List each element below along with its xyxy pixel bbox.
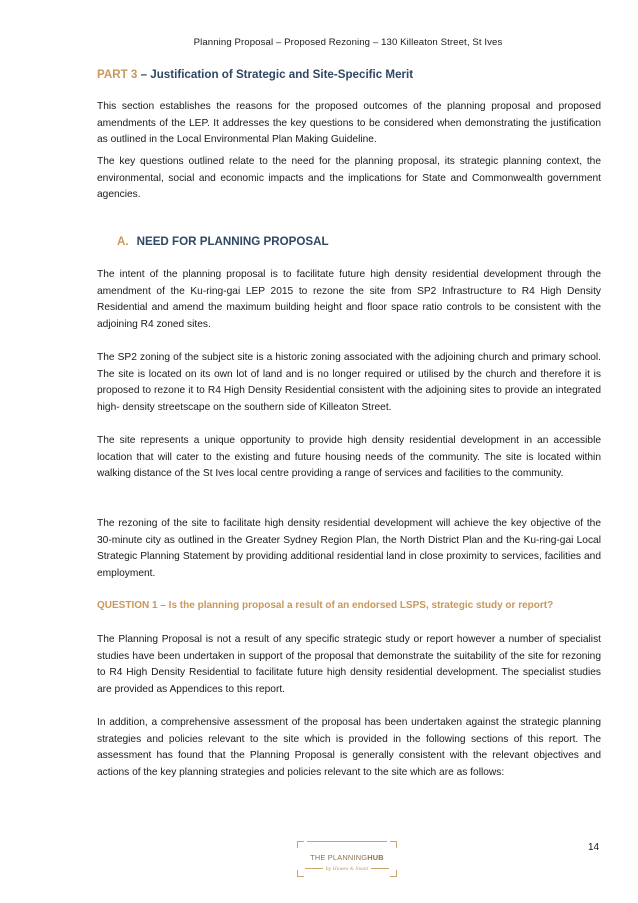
question-1-paragraph-2: In addition, a comprehensive assessment of the proposal has been undertaken against the strategic planning strategies and policies relevant to the site which is provided in the following sections of this report. The assessment has found that the Planning Proposal is generally consistent with the relevant objectives and actions of the key planning strategies and policies relevant to the site which are as follows: (97, 717, 601, 779)
logo-text-the-planning: THE PLANNING (310, 853, 368, 862)
need-paragraph-2: The SP2 zoning of the subject site is a historic zoning associated with the adjoining church and primary school. The site is located on its own lot of land and is no longer required or utilised by the church and therefore it is proposed to rezone it to R4 High Density Residential consistent with the adjoining sites to provide an integrated high- density streetscape on the southern side of Killeaton Street. (97, 352, 601, 414)
page-number: 14 (588, 842, 600, 853)
need-paragraph-1: The intent of the planning proposal is to facilitate future high density residential development through the amendment of the Ku-ring-gai LEP 2015 to rezone the site from SP2 Infrastructure to R4 High Density Residential and amend the maximum building height and floor space ratio controls to be consistent with the adjoining R4 zoned sites. (97, 269, 601, 331)
question-1-heading: QUESTION 1 – Is the planning proposal a result of an endorsed LSPS, strategic study or report? (97, 600, 554, 611)
need-paragraph-4: The rezoning of the site to facilitate high density residential development will achieve the key objective of the 30-minute city as outlined in the Greater Sydney Region Plan, the North District Plan and the Ku-ring-gai Local Strategic Planning Statement by providing additional residential land in close proximity to services, facilities and employment. (97, 518, 601, 580)
question-1-paragraph-1: The Planning Proposal is not a result of any specific strategic study or report however a number of specialist studies have been undertaken in support of the proposal that demonstrate the suitability of the site for rezoning to R4 High Density Residential to facilitate future high density residential development. The specialist studies are provided as Appendices to this report. (97, 634, 601, 696)
section-letter: A. (117, 235, 129, 248)
part-number: PART 3 (97, 68, 138, 81)
logo-tagline: by Hawes & Swan (297, 867, 397, 872)
section-heading (117, 235, 329, 248)
logo-corner-top-right (390, 841, 397, 848)
logo-text-hub: HUB (367, 853, 384, 862)
logo-wordmark (297, 853, 397, 862)
need-paragraph-3: The site represents a unique opportunity to provide high density residential development in an accessible location that will cater to the existing and future housing needs of the community. The site is located within walking distance of the St Ives local centre providing a range of services and facilities to the community. (97, 435, 601, 480)
intro-paragraph-1: This section establishes the reasons for the proposed outcomes of the planning proposal and proposed amendments of the LEP. It addresses the key questions to be considered when demonstrating the justification as outlined in the Local Environmental Plan Making Guideline. (97, 101, 601, 146)
part-heading (97, 68, 413, 81)
section-title: NEED FOR PLANNING PROPOSAL (136, 235, 329, 248)
planning-hub-logo (297, 841, 397, 877)
running-header: Planning Proposal – Proposed Rezoning – 130 Killeaton Street, St Ives (193, 37, 503, 48)
logo-corner-top-left (297, 841, 304, 848)
logo-top-rule (307, 841, 387, 842)
part-title: – Justification of Strategic and Site-Specific Merit (140, 68, 414, 81)
intro-paragraph-2: The key questions outlined relate to the need for the planning proposal, its strategic planning context, the environmental, social and economic impacts and the implications for State and Commonwealth government agencies. (97, 156, 601, 201)
